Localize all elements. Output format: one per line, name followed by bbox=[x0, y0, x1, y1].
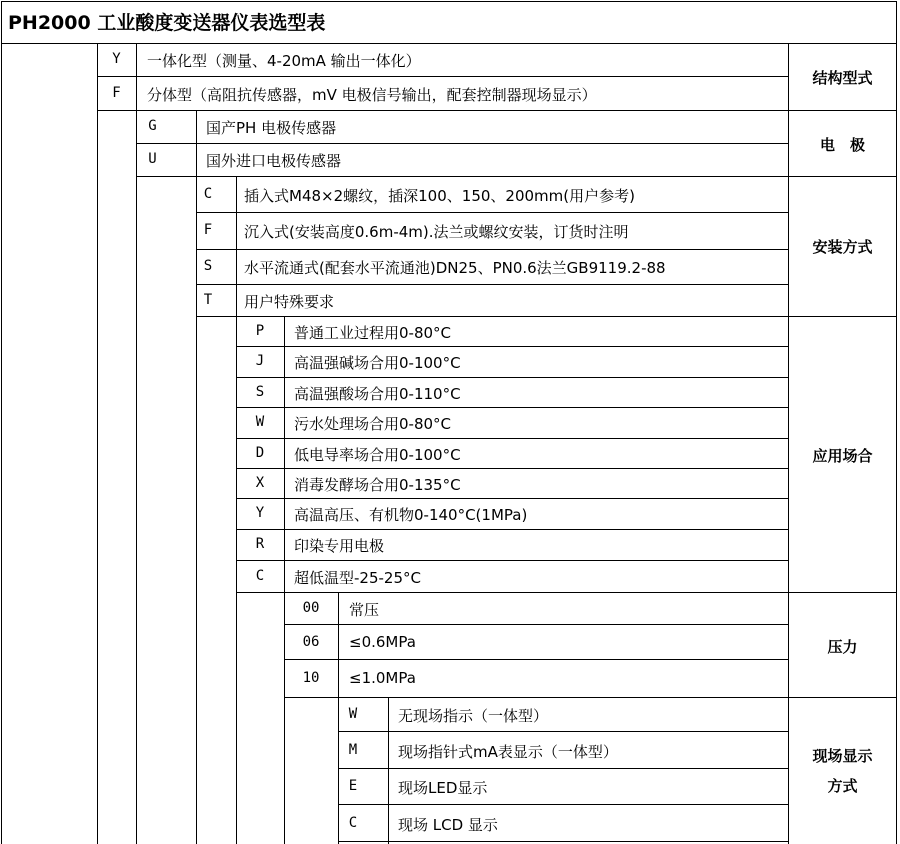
option-code: F bbox=[112, 85, 121, 101]
option-desc: 消毒发酵场合用0-135°C bbox=[294, 476, 461, 494]
category-label: 安装方式 bbox=[812, 238, 873, 256]
option-desc: 现场指针式mA表显示（一体型） bbox=[398, 743, 618, 761]
option-desc: 超低温型-25-25°C bbox=[294, 569, 421, 587]
row-divider bbox=[236, 407, 788, 408]
option-code: F bbox=[203, 222, 213, 238]
section-divider bbox=[236, 592, 897, 593]
option-code: W bbox=[348, 706, 358, 722]
option-code: C bbox=[255, 568, 265, 584]
row-divider bbox=[236, 468, 788, 469]
col-divider bbox=[196, 110, 197, 844]
section-divider bbox=[97, 110, 897, 111]
option-desc: 高温强酸场合用0-110°C bbox=[294, 385, 461, 403]
row-divider bbox=[196, 212, 788, 213]
option-desc: 一体化型（测量、4-20mA 输出一体化） bbox=[147, 52, 421, 70]
row-divider bbox=[236, 346, 788, 347]
category-divider bbox=[788, 43, 789, 844]
option-desc: 现场 LCD 显示 bbox=[398, 816, 498, 834]
option-code: R bbox=[255, 536, 265, 552]
option-code: D bbox=[255, 445, 265, 461]
option-desc: 低电导率场合用0-100°C bbox=[294, 446, 461, 464]
option-code: J bbox=[255, 353, 265, 369]
row-divider bbox=[236, 529, 788, 530]
row-divider bbox=[97, 76, 788, 77]
option-desc: 用户特殊要求 bbox=[244, 293, 335, 311]
option-desc: 常压 bbox=[349, 601, 380, 619]
option-code: 10 bbox=[302, 670, 320, 686]
category-label: 应用场合 bbox=[812, 447, 873, 465]
option-desc: 普通工业过程用0-80°C bbox=[294, 324, 452, 342]
option-desc: 现场LED显示 bbox=[398, 779, 488, 797]
option-code: G bbox=[148, 118, 157, 134]
table-title: PH2000 工业酸度变送器仪表选型表 bbox=[8, 12, 326, 34]
option-code: W bbox=[255, 414, 265, 430]
frame-top bbox=[1, 1, 897, 2]
row-divider bbox=[136, 143, 788, 144]
col-divider bbox=[97, 43, 98, 844]
option-code: M bbox=[348, 742, 358, 758]
option-desc: 水平流通式(配套水平流通池)DN25、PN0.6法兰GB9119.2-88 bbox=[244, 259, 666, 277]
section-divider bbox=[284, 697, 897, 698]
section-divider bbox=[196, 316, 897, 317]
option-code: T bbox=[203, 292, 213, 308]
option-desc: ≤0.6MPa bbox=[349, 633, 416, 651]
row-divider bbox=[196, 284, 788, 285]
category-label-line: 方式 bbox=[827, 777, 858, 795]
option-desc: 分体型（高阻抗传感器，mV 电极信号输出，配套控制器现场显示） bbox=[147, 86, 597, 104]
option-desc: 国外进口电极传感器 bbox=[206, 152, 342, 170]
category-label: 压力 bbox=[827, 638, 858, 656]
row-divider bbox=[284, 659, 788, 660]
row-divider bbox=[236, 438, 788, 439]
row-divider bbox=[338, 731, 788, 732]
option-desc: 污水处理场合用0-80°C bbox=[294, 415, 452, 433]
option-desc: 无现场指示（一体型） bbox=[398, 707, 549, 725]
option-code: C bbox=[203, 186, 213, 202]
option-desc: 高温强碱场合用0-100°C bbox=[294, 354, 461, 372]
option-code: E bbox=[348, 778, 358, 794]
option-code: U bbox=[148, 151, 157, 167]
option-code: X bbox=[255, 475, 265, 491]
row-divider bbox=[236, 560, 788, 561]
option-code: 00 bbox=[302, 600, 320, 616]
option-desc: 印染专用电极 bbox=[294, 537, 385, 555]
row-divider bbox=[196, 249, 788, 250]
option-desc: 插入式M48×2螺纹，插深100、150、200mm(用户参考) bbox=[244, 187, 635, 205]
option-desc: ≤1.0MPa bbox=[349, 669, 416, 687]
option-code: Y bbox=[112, 51, 121, 67]
option-desc: 国产PH 电极传感器 bbox=[206, 119, 337, 137]
row-divider bbox=[338, 841, 788, 842]
option-desc: 沉入式(安装高度0.6m-4m).法兰或螺纹安装，订货时注明 bbox=[244, 223, 629, 241]
row-divider bbox=[338, 768, 788, 769]
option-code: S bbox=[203, 258, 213, 274]
category-label: 电 极 bbox=[819, 136, 865, 154]
option-code: P bbox=[255, 323, 265, 339]
option-code: C bbox=[348, 815, 358, 831]
option-code: S bbox=[255, 384, 265, 400]
option-code: 06 bbox=[302, 634, 320, 650]
category-label-line: 现场显示 bbox=[812, 747, 873, 765]
category-label: 结构型式 bbox=[812, 69, 873, 87]
row-divider bbox=[236, 498, 788, 499]
frame-right bbox=[896, 1, 897, 844]
frame-left bbox=[1, 1, 2, 844]
row-divider bbox=[284, 624, 788, 625]
row-divider bbox=[338, 804, 788, 805]
row-divider bbox=[236, 377, 788, 378]
category-label bbox=[790, 741, 895, 801]
col-divider bbox=[388, 697, 389, 844]
option-desc: 高温高压、有机物0-140°C(1MPa) bbox=[294, 506, 528, 524]
section-divider bbox=[136, 176, 897, 177]
option-code: Y bbox=[255, 505, 265, 521]
col-divider bbox=[284, 316, 285, 844]
